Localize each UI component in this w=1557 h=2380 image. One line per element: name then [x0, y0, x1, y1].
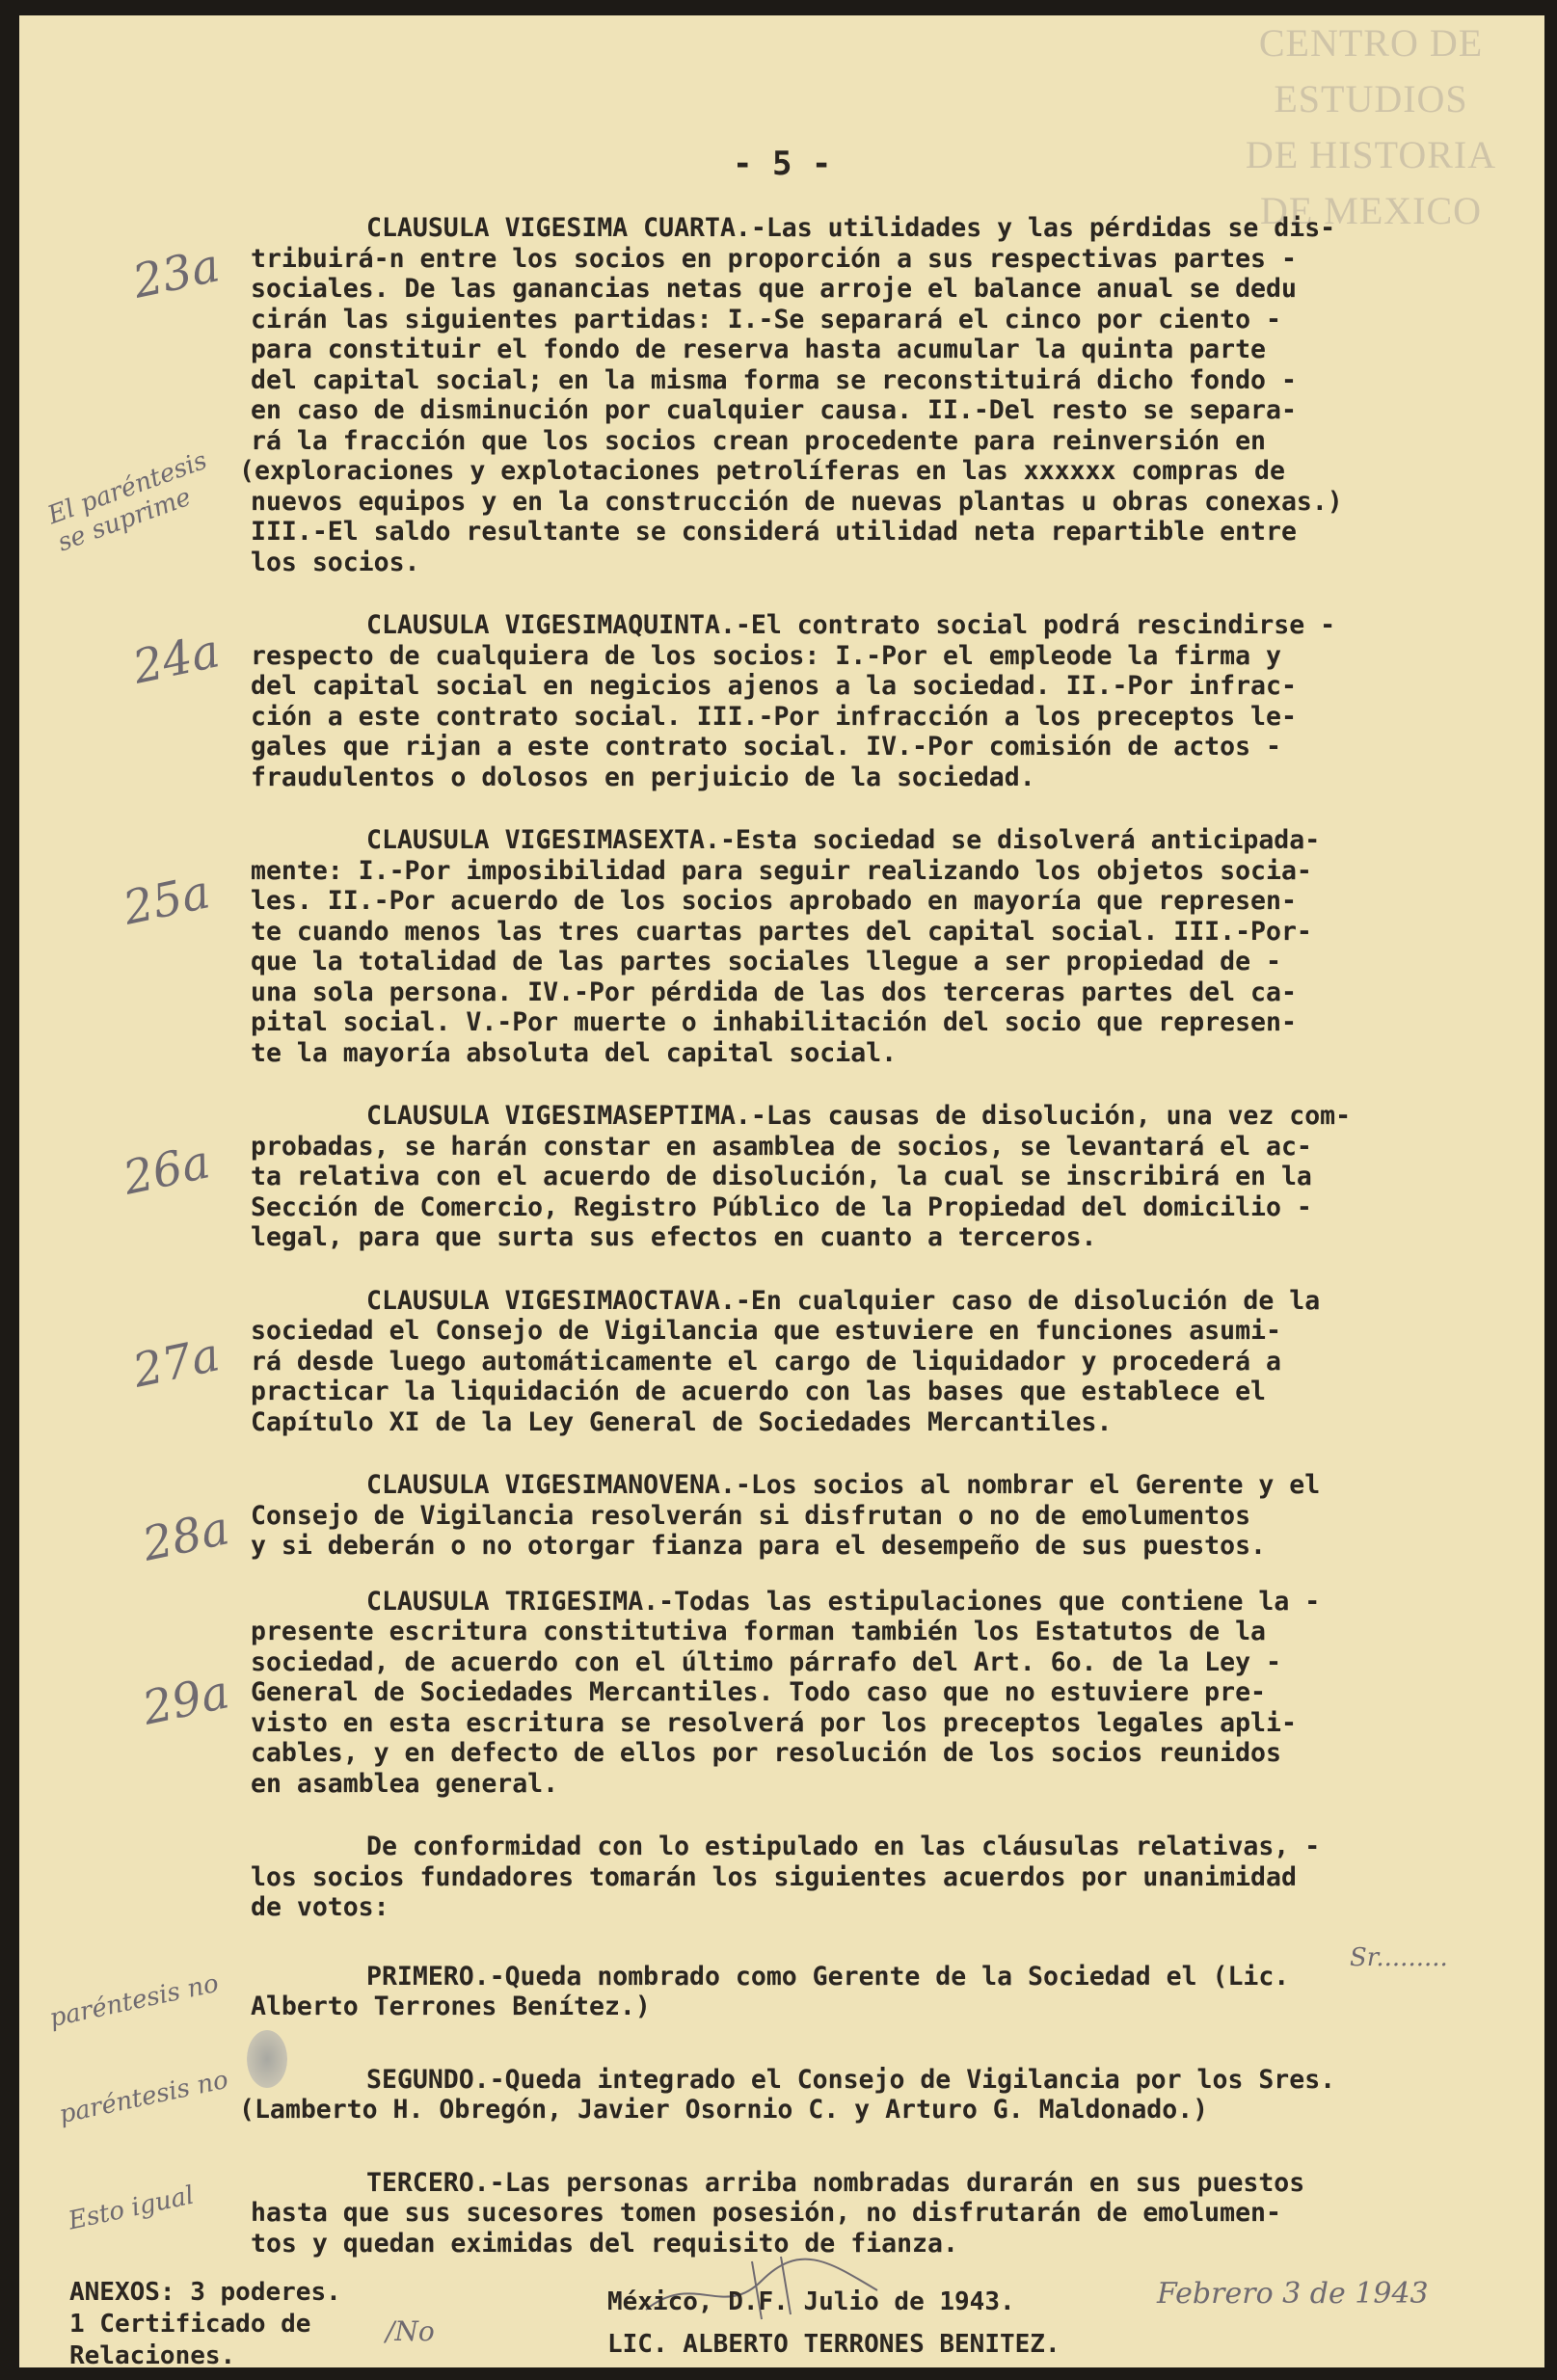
signatory-name: LIC. ALBERTO TERRONES BENITEZ.	[607, 2330, 1060, 2359]
resolution-line: TERCERO.-Las personas arriba nombradas durarán en sus puestos	[366, 2167, 1305, 2198]
clause-title: CLAUSULA VIGESIMASEPTIMA.	[366, 1101, 751, 1131]
resolution-paragraph	[251, 1962, 1533, 2022]
clause-line: los socios.	[251, 547, 420, 577]
annex-line: ANEXOS: 3 poderes.	[69, 2278, 341, 2307]
clause-line: respecto de cualquiera de los socios: I.-Por el empleode la firma y	[251, 640, 1281, 671]
clause-paragraph	[239, 213, 1533, 577]
handwritten-footer-no: /No	[386, 2315, 435, 2347]
clause-line: sociedad, de acuerdo con el último párrafo del Art. 6o. de la Ley -	[251, 1646, 1281, 1677]
signature-block	[607, 2281, 1060, 2366]
clause-line: del capital social; en la misma forma se reconstituirá dicho fondo -	[251, 364, 1297, 395]
clause-title: CLAUSULA VIGESIMAOCTAVA.	[366, 1285, 736, 1316]
clause-line: -Esta sociedad se disolverá anticipada-	[719, 825, 1321, 855]
intro-line: De conformidad con lo estipulado en las cláusulas relativas, -	[366, 1832, 1321, 1861]
handwritten-margin-note: paréntesis no	[56, 2065, 231, 2130]
clause-line: III.-El saldo resultante se considerá utilidad neta repartible entre	[251, 517, 1297, 547]
clause-line: cirán las siguientes partidas: I.-Se separará el cinco por ciento -	[251, 304, 1281, 334]
resolution-line: PRIMERO.-Queda nombrado como Gerente de la Sociedad el (Lic.	[366, 1961, 1290, 1992]
clause-line: pital social. V.-Por muerte o inhabilitación del socio que represen-	[251, 1007, 1297, 1037]
clause-line: ta relativa con el acuerdo de disolución, la cual se inscribirá en la	[251, 1162, 1312, 1191]
clause-line: gales que rijan a este contrato social. IV.-Por comisión de actos -	[251, 732, 1281, 762]
clause-line: en caso de disminución por cualquier causa. II.-Del resto se separa-	[251, 395, 1297, 425]
clause-line: mente: I.-Por imposibilidad para seguir realizando los objetos socia-	[251, 855, 1312, 886]
clause-line: fraudulentos o dolosos en perjuicio de la sociedad.	[251, 762, 1035, 792]
clause-title: CLAUSULA TRIGESIMA.	[366, 1586, 659, 1617]
handwritten-note-sr: Sr.........	[1350, 1943, 1448, 1972]
document-body	[239, 213, 1533, 2287]
intro-line: los socios fundadores tomarán los siguientes acuerdos por unanimidad	[251, 1861, 1297, 1892]
handwritten-clause-number: 27a	[128, 1327, 225, 1399]
clause-paragraph	[251, 610, 1533, 792]
handwritten-margin-note: El paréntesis se suprime	[43, 445, 211, 558]
clause-line: les. II.-Por acuerdo de los socios aprobado en mayoría que represen-	[251, 886, 1297, 916]
clause-line: sociales. De las ganancias netas que arroje el balance anual se dedu	[251, 274, 1297, 304]
clause-line: ción a este contrato social. III.-Por infracción a los preceptos le-	[251, 701, 1297, 732]
clause-line: presente escritura constitutiva forman también los Estatutos de la	[251, 1617, 1266, 1646]
clause-line: Capítulo XI de la Ley General de Sociedades Mercantiles.	[251, 1406, 1113, 1437]
clause-line: -Las utilidades y las pérdidas se dis-	[750, 213, 1336, 243]
clause-line: te cuando menos las tres cuartas partes del capital social. III.-Por-	[251, 916, 1312, 947]
watermark-line: DE HISTORIA	[1245, 133, 1497, 176]
handwritten-clause-number: 23a	[128, 238, 225, 309]
clause-line: una sola persona. IV.-Por pérdida de las dos terceras partes del ca-	[251, 976, 1297, 1007]
clause-line: Sección de Comercio, Registro Público de la Propiedad del domicilio -	[251, 1191, 1312, 1222]
handwritten-margin-note: Esto igual	[66, 2180, 197, 2236]
clause-paragraph	[251, 1587, 1533, 1800]
clause-line: -Todas las estipulaciones que contiene la -	[658, 1586, 1321, 1617]
intro-paragraph	[251, 1832, 1533, 1923]
clause-line: para constituir el fondo de reserva hasta acumular la quinta parte	[251, 334, 1266, 364]
clause-title: CLAUSULA VIGESIMA CUARTA.	[366, 213, 751, 243]
handwritten-clause-number: 28a	[138, 1501, 234, 1572]
clause-title: CLAUSULA VIGESIMANOVENA.	[366, 1470, 736, 1500]
clause-line: del capital social en negicios ajenos a la sociedad. II.-Por infrac-	[251, 671, 1297, 701]
clause-line: -El contrato social podrá rescindirse -	[735, 610, 1336, 640]
clause-title: CLAUSULA VIGESIMAQUINTA.	[366, 610, 736, 640]
archive-watermark	[1197, 15, 1544, 239]
handwritten-clause-number: 25a	[119, 865, 215, 936]
handwritten-clause-number: 29a	[138, 1665, 234, 1736]
clause-line: practicar la liquidación de acuerdo con las bases que establece el	[251, 1377, 1266, 1406]
resolution-line: SEGUNDO.-Queda integrado el Consejo de Vigilancia por los Sres.	[366, 2064, 1336, 2095]
resolution-line: (Lamberto H. Obregón, Javier Osornio C. y Arturo G. Maldonado.)	[239, 2095, 1209, 2125]
annex-line: 1 Certificado de	[69, 2310, 311, 2339]
clause-line: legal, para que surta sus efectos en cuanto a terceros.	[251, 1222, 1097, 1252]
place-date: México, D.F. Julio de 1943.	[607, 2287, 1015, 2316]
watermark-line: ESTUDIOS	[1274, 77, 1468, 120]
handwritten-footer-date: Febrero 3 de 1943	[1157, 2277, 1429, 2311]
watermark-line: DE MEXICO	[1259, 189, 1483, 232]
resolution-paragraph	[251, 2168, 1533, 2260]
clause-line: General de Sociedades Mercantiles. Todo caso que no estuviere pre-	[251, 1677, 1266, 1707]
clause-title: CLAUSULA VIGESIMASEXTA.	[366, 825, 720, 855]
clause-line: que la totalidad de las partes sociales llegue a ser propiedad de -	[251, 947, 1281, 976]
clause-line: -Los socios al nombrar el Gerente y el	[735, 1470, 1321, 1500]
clause-line: visto en esta escritura se resolverá por los preceptos legales apli-	[251, 1707, 1297, 1738]
handwritten-clause-number: 26a	[119, 1135, 215, 1206]
clause-line: en asamblea general.	[251, 1768, 559, 1799]
intro-line: de votos:	[251, 1892, 389, 1922]
page-number: - 5 -	[733, 145, 832, 183]
clause-line: (exploraciones y explotaciones petrolíferas en las xxxxxx compras de	[239, 456, 1285, 486]
handwritten-clause-number: 24a	[128, 624, 225, 695]
annex-line: Relaciones.	[69, 2341, 236, 2370]
handwritten-margin-note: paréntesis no	[46, 1968, 222, 2034]
resolution-paragraph	[239, 2064, 1533, 2126]
document-page	[19, 15, 1544, 2370]
clause-line: nuevos equipos y en la construcción de nuevas plantas u obras conexas.)	[251, 486, 1343, 517]
clause-line: -Las causas de disolución, una vez com-	[750, 1101, 1352, 1131]
clause-line: rá desde luego automáticamente el cargo de liquidador y procederá a	[251, 1346, 1281, 1377]
watermark-line: CENTRO DE	[1258, 21, 1484, 65]
annexes-block	[69, 2277, 341, 2372]
clause-line: cables, y en defecto de ellos por resolución de los socios reunidos	[251, 1738, 1281, 1768]
resolution-line: tos y quedan eximidas del requisito de fianza.	[251, 2228, 958, 2259]
clause-line: rá la fracción que los socios crean procedente para reinversión en	[251, 425, 1266, 456]
clause-paragraph	[251, 1101, 1533, 1253]
clause-line: te la mayoría absoluta del capital social.	[251, 1037, 898, 1068]
clause-line: Consejo de Vigilancia resolverán si disfrutan o no de emolumentos	[251, 1500, 1251, 1531]
clause-line: tribuirá-n entre los socios en proporción a sus respectivas partes -	[251, 243, 1297, 274]
clause-line: sociedad el Consejo de Vigilancia que estuviere en funciones asumi-	[251, 1316, 1281, 1346]
resolution-line: hasta que sus sucesores tomen posesión, no disfrutarán de emolumen-	[251, 2198, 1281, 2228]
resolution-line: Alberto Terrones Benítez.)	[251, 1992, 651, 2021]
clause-line: y si deberán o no otorgar fianza para el desempeño de sus puestos.	[251, 1531, 1266, 1561]
clause-paragraph	[251, 825, 1533, 1068]
clause-paragraph	[251, 1286, 1533, 1438]
clause-line: probadas, se harán constar en asamblea de socios, se levantará el ac-	[251, 1131, 1312, 1162]
clause-paragraph	[251, 1470, 1533, 1562]
clause-line: -En cualquier caso de disolución de la	[735, 1285, 1321, 1316]
